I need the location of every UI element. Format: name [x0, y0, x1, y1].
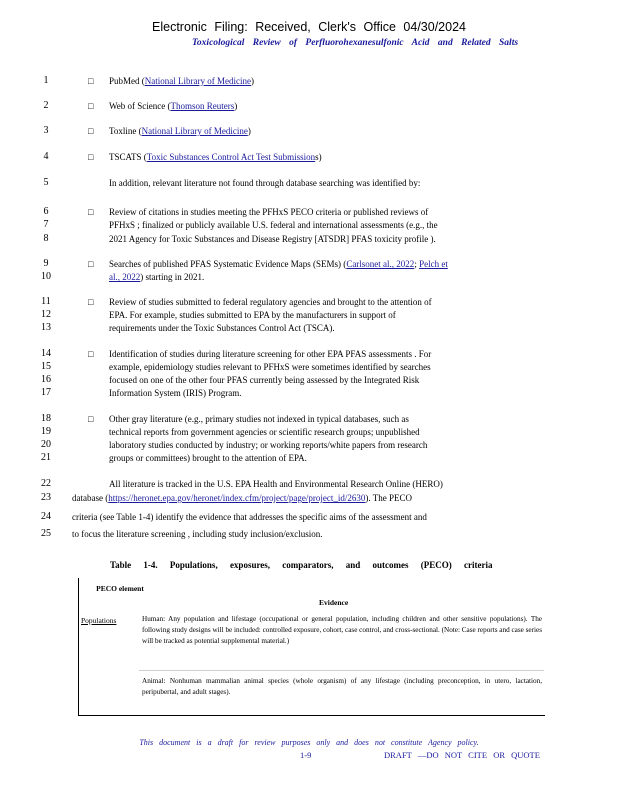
- line-number: 3: [43, 125, 49, 136]
- line-text: example, epidemiology studies relevant to PFHxS were sometimes identified by searches: [109, 362, 431, 372]
- line-number: 23: [41, 492, 51, 503]
- body-line: [109, 322, 335, 334]
- draft-notice: This document is a draft for review purposes only and does not constitute Agency policy.: [139, 738, 479, 747]
- body-line: [109, 478, 443, 490]
- line-number: 18: [41, 413, 51, 424]
- citation-link[interactable]: Carlsonet al., 2022: [346, 259, 415, 269]
- line-text: TSCATS (: [109, 152, 147, 162]
- line-text: PubMed (: [109, 76, 145, 86]
- line-number: 4: [43, 151, 49, 162]
- line-number: 20: [41, 439, 51, 450]
- line-number: 16: [41, 374, 51, 385]
- line-text: technical reports from government agencies or scientific research groups; unpublished: [109, 427, 420, 437]
- line-number: 7: [43, 219, 49, 230]
- do-not-cite: DRAFT —DO NOT CITE OR QUOTE: [384, 750, 540, 760]
- body-line: [109, 125, 251, 137]
- line-text: to focus the literature screening , including study inclusion/exclusion.: [72, 529, 323, 539]
- line-text-tail: ;: [414, 259, 420, 269]
- line-text-tail: ): [250, 76, 254, 86]
- line-text: Review of citations in studies meeting the PFHxS PECO criteria or published reviews of: [109, 207, 429, 217]
- line-text-tail: ) starting in 2021.: [140, 272, 205, 282]
- citation-link[interactable]: Thomson Reuters: [170, 101, 235, 111]
- line-text-tail: s): [315, 152, 322, 162]
- bullet-icon: □: [88, 349, 94, 359]
- body-line: [109, 413, 409, 425]
- line-text: All literature is tracked in the U.S. EPA Health and Environmental Research Online (HERO): [109, 479, 443, 489]
- body-line: [109, 100, 237, 112]
- line-text: EPA. For example, studies submitted to EPA by the manufacturers in support of: [109, 310, 396, 320]
- bullet-icon: □: [88, 297, 94, 307]
- bullet-icon: □: [88, 207, 94, 217]
- line-text-tail: ): [234, 101, 238, 111]
- line-number: 13: [41, 322, 51, 333]
- line-number: 6: [43, 206, 49, 217]
- line-number: 21: [41, 452, 51, 463]
- peco-element-header: PECO element: [96, 584, 144, 593]
- body-line: [109, 452, 307, 464]
- line-text: Identification of studies during literature screening for other EPA PFAS assessments . For: [109, 349, 432, 359]
- bullet-icon: □: [88, 259, 94, 269]
- body-line: [72, 492, 412, 504]
- line-number: 17: [41, 387, 51, 398]
- citation-link[interactable]: National Library of Medicine: [144, 76, 251, 86]
- body-line: [109, 271, 204, 283]
- line-number: 8: [43, 233, 49, 244]
- body-line: [109, 439, 427, 451]
- line-text-tail: ): [247, 126, 251, 136]
- line-text: focused on one of the other four PFAS currently being assessed by the Integrated Risk: [109, 375, 420, 385]
- line-number: 2: [43, 100, 49, 111]
- line-number: 15: [41, 361, 51, 372]
- evidence-header: Evidence: [319, 598, 349, 607]
- body-line: [109, 374, 419, 386]
- body-line: [109, 177, 420, 189]
- running-header: Toxicological Review of Perfluorohexanesulfonic Acid and Related Salts: [192, 38, 519, 48]
- line-number: 12: [41, 309, 51, 320]
- citation-link[interactable]: al., 2022: [109, 272, 141, 282]
- line-number: 22: [41, 478, 51, 489]
- citation-link[interactable]: National Library of Medicine: [141, 126, 248, 136]
- body-line: [109, 426, 420, 438]
- body-line: [109, 206, 428, 218]
- line-text: Searches of published PFAS Systematic Evidence Maps (SEMs) (: [109, 259, 347, 269]
- page-number: 1-9: [300, 750, 312, 760]
- line-number: 10: [41, 271, 51, 282]
- body-line: [109, 348, 431, 360]
- line-text-tail: ). The PECO: [365, 493, 413, 503]
- line-text: database (: [72, 493, 109, 503]
- body-line: [109, 296, 432, 308]
- filing-stamp: Electronic Filing: Received, Clerk's Office 04/30/2024: [152, 20, 466, 34]
- body-line: [109, 75, 254, 87]
- body-line: [109, 387, 241, 399]
- line-number: 1: [43, 75, 49, 86]
- line-number: 19: [41, 426, 51, 437]
- body-line: [109, 309, 396, 321]
- body-line: [109, 151, 322, 163]
- line-text: PFHxS ; finalized or publicly available U.S. federal and international assessments (e.g., the: [109, 220, 438, 230]
- animal-evidence-cell: Animal: Nonhuman mammalian animal species (whole organism) of any lifestage (including preconception, in utero, lactation, peripubertal, and adult stages).: [142, 677, 542, 696]
- body-line: [109, 219, 438, 231]
- line-number: 24: [41, 511, 51, 522]
- citation-link[interactable]: https://heronet.epa.gov/heronet/index.cfm/project/page/project_id/2630: [108, 493, 366, 503]
- line-text: In addition, relevant literature not found through database searching was identified by:: [109, 178, 421, 188]
- line-text: laboratory studies conducted by industry; or working reports/white papers from research: [109, 440, 428, 450]
- line-text: Web of Science (: [109, 101, 171, 111]
- line-text: groups or committees) brought to the attention of EPA.: [109, 453, 307, 463]
- line-text: criteria (see Table 1-4) identify the evidence that addresses the specific aims of the assessment and: [72, 512, 427, 522]
- line-text: Information System (IRIS) Program.: [109, 388, 242, 398]
- bullet-icon: □: [88, 126, 94, 136]
- citation-link[interactable]: Toxic Substances Control Act Test Submission: [146, 152, 316, 162]
- body-line: [109, 361, 431, 373]
- line-number: 25: [41, 528, 51, 539]
- line-text: requirements under the Toxic Substances Control Act (TSCA).: [109, 323, 335, 333]
- peco-table: [78, 578, 545, 716]
- body-line: [72, 511, 427, 523]
- bullet-icon: □: [88, 414, 94, 424]
- line-number: 14: [41, 348, 51, 359]
- line-number: 9: [43, 258, 49, 269]
- table-divider: [139, 670, 544, 671]
- line-text: Review of studies submitted to federal regulatory agencies and brought to the attention of: [109, 297, 432, 307]
- body-line: [72, 528, 322, 540]
- table-caption: Table 1-4. Populations, exposures, comparators, and outcomes (PECO) criteria: [110, 560, 493, 570]
- line-text: Toxline (: [109, 126, 142, 136]
- populations-label: Populations: [81, 616, 117, 625]
- line-text: 2021 Agency for Toxic Substances and Disease Registry [ATSDR] PFAS toxicity profile ).: [109, 234, 436, 244]
- bullet-icon: □: [88, 76, 94, 86]
- human-evidence-cell: Human: Any population and lifestage (occupational or general population, including children and other sensitive populations). The following study designs will be included: controlled exposure, cohort, case control, and cross-sectional. (Note: Case reports and case series will be tracked as potential supplemental material.): [142, 615, 542, 645]
- bullet-icon: □: [88, 152, 94, 162]
- bullet-icon: □: [88, 101, 94, 111]
- line-number: 11: [41, 296, 51, 307]
- body-line: [109, 258, 448, 270]
- body-line: [109, 233, 436, 245]
- citation-link[interactable]: Pelch et: [419, 259, 448, 269]
- line-number: 5: [43, 177, 49, 188]
- line-text: Other gray literature (e.g., primary studies not indexed in typical databases, such as: [109, 414, 409, 424]
